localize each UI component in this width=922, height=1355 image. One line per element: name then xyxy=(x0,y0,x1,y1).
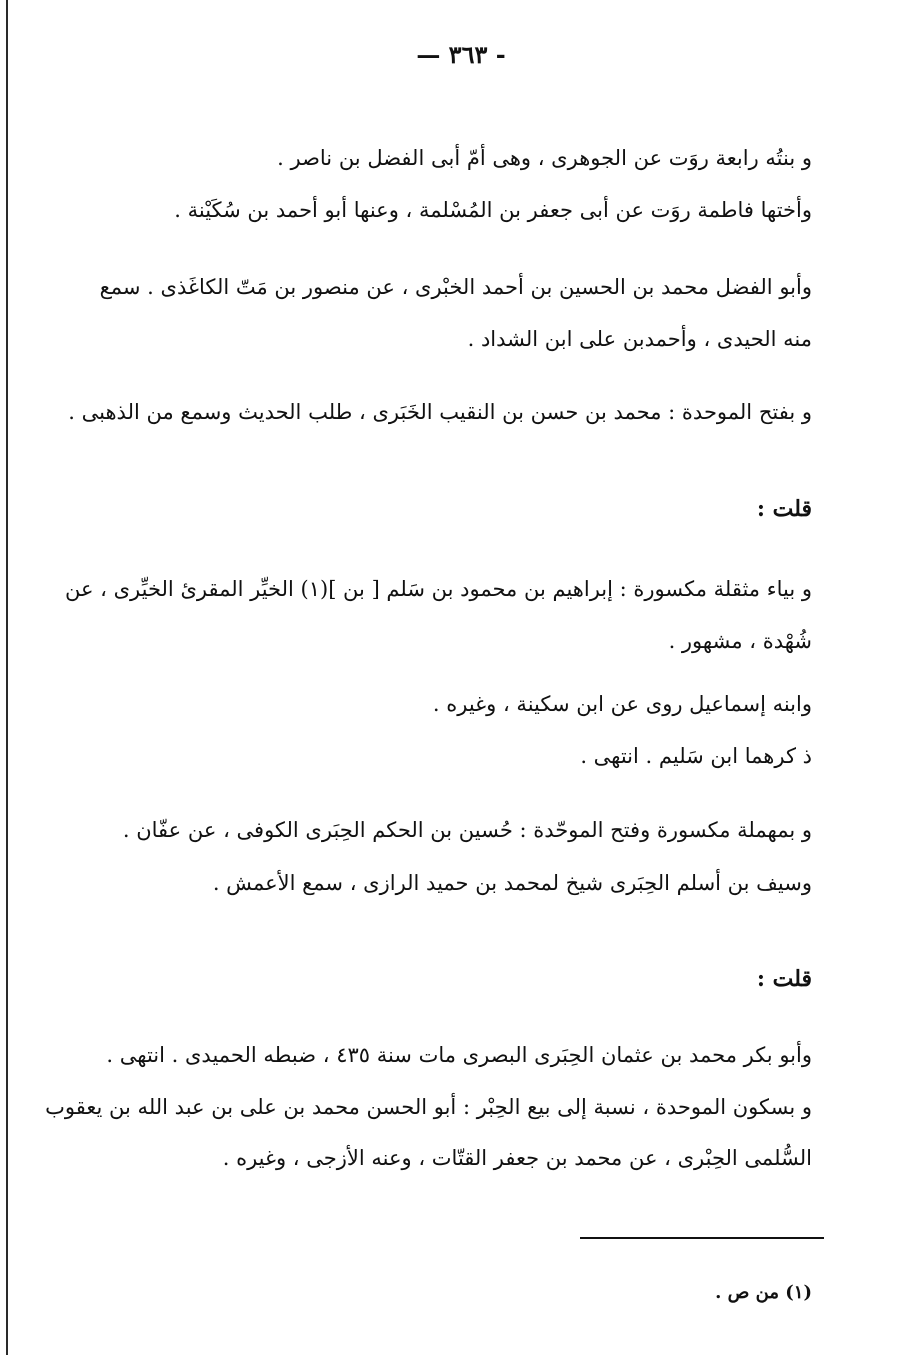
text-line: و بمهملة مكسورة وفتح الموحّدة : حُسين بن الحكم الحِبَرى الكوفى ، عن عفّان . xyxy=(122,818,812,842)
footnote-divider xyxy=(580,1237,824,1239)
text-line: وأبو الفضل محمد بن الحسين بن أحمد الخبْرى ، عن منصور بن مَتّ الكاغَذى . سمع xyxy=(99,275,812,299)
text-line: وابنه إسماعيل روى عن ابن سكينة ، وغيره . xyxy=(432,692,812,716)
text-line: و بسكون الموحدة ، نسبة إلى بيع الحِبْر : أبو الحسن محمد بن على بن عبد الله بن يعقوب xyxy=(45,1095,812,1119)
page-edge-line xyxy=(6,0,8,1355)
text-line: و بفتح الموحدة : محمد بن حسن بن النقيب الخَبَرى ، طلب الحديث وسمع من الذهبى . xyxy=(68,400,812,424)
page-number: — ٣٦٣ - xyxy=(416,40,506,69)
text-line: وأختها فاطمة روَت عن أبى جعفر بن المُسْلمة ، وعنها أبو أحمد بن سُكَيْنة . xyxy=(174,198,812,222)
text-line: وأبو بكر محمد بن عثمان الحِبَرى البصرى مات سنة ٤٣٥ ، ضبطه الحميدى . انتهى . xyxy=(106,1043,812,1067)
text-line: شُهْدة ، مشهور . xyxy=(668,629,812,653)
text-line: منه الحيدى ، وأحمدبن على ابن الشداد . xyxy=(467,327,812,351)
text-line: و بياء مثقلة مكسورة : إبراهيم بن محمود بن سَلم [ بن ](١) الخيِّر المقرئ الخيِّرى ، عن xyxy=(64,577,812,601)
text-line: السُّلمى الحِبْرى ، عن محمد بن جعفر القتّات ، وعنه الأزجى ، وغيره . xyxy=(222,1146,812,1170)
section-heading: قلت : xyxy=(756,966,812,992)
text-line: و بنتُه رابعة روَت عن الجوهرى ، وهى أمّ أبى الفضل بن ناصر . xyxy=(277,146,812,170)
section-heading: قلت : xyxy=(756,496,812,522)
text-line: وسيف بن أسلم الحِبَرى شيخ لمحمد بن حميد الرازى ، سمع الأعمش . xyxy=(212,871,812,895)
footnote: (١) من ص . xyxy=(715,1282,812,1303)
text-line: ذ كرهما ابن سَليم . انتهى . xyxy=(580,744,812,768)
